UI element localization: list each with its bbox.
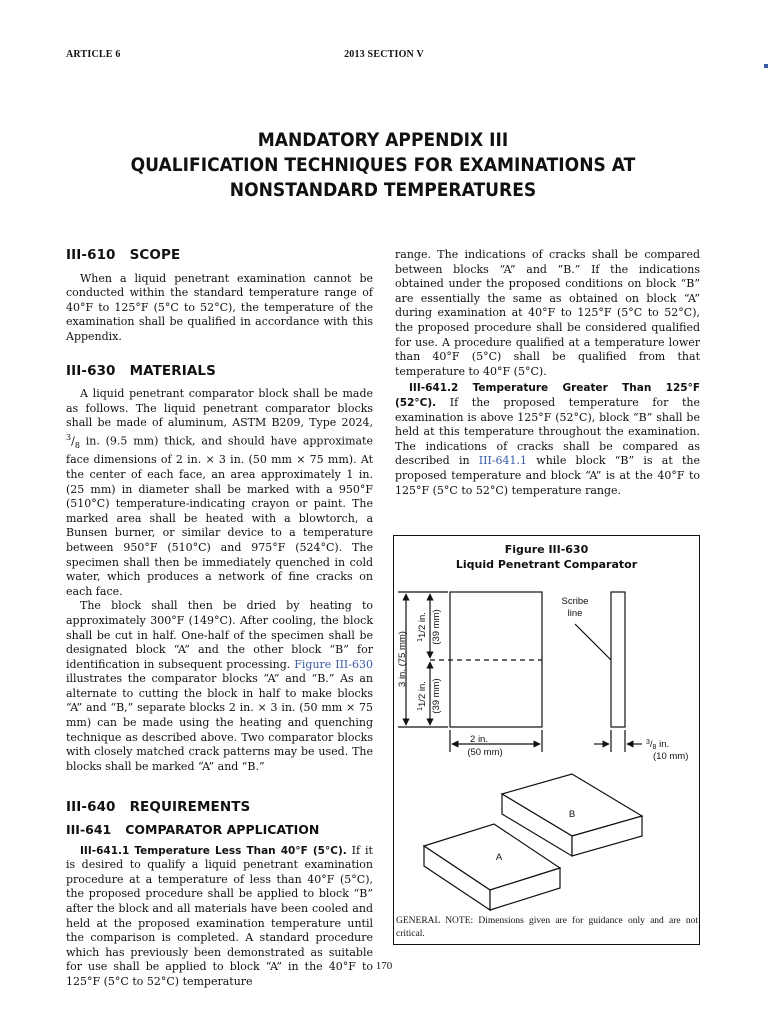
- figure-general-note: GENERAL NOTE: Dimensions given are for guidance only and are not critical.: [396, 916, 698, 939]
- section-reference-link[interactable]: III-641.1: [478, 454, 528, 468]
- right-column: [395, 248, 700, 498]
- paragraph-641-2: III-641.2 Temperature Greater Than 125°F (52°C). If the proposed temperature for the examination is above 125°F (52°C), block “B” shall be held at this temperature throughout the examination. The indications of cracks shall be compared as described in III-641.1 while block “B” is at the proposed temperature and block “A” is at the 40°F to 125°F (5°C to 52°C) temperature range.: [395, 382, 700, 497]
- fraction-numerator: 3: [66, 432, 72, 442]
- left-column: [66, 248, 373, 990]
- dim-label-3in: 3 in. (75 mm): [397, 631, 408, 687]
- scribe-label-2: line: [567, 608, 583, 619]
- heading-scope-title: SCOPE: [129, 247, 181, 263]
- heading-scope: [66, 248, 373, 263]
- heading-requirements-number: III-640: [66, 799, 116, 816]
- dim-label-2in-mm: (50 mm): [467, 747, 503, 758]
- figure-name: Liquid Penetrant Comparator: [455, 558, 638, 571]
- dim-label-half-bottom-mm: (39 mm): [431, 678, 442, 714]
- figure-reference-link[interactable]: Figure III-630: [294, 657, 373, 671]
- scribe-leader: [575, 624, 611, 660]
- title-line-1: MANDATORY APPENDIX III: [257, 129, 509, 151]
- heading-materials-number: III-630: [66, 362, 116, 379]
- heading-comparator-application: [66, 823, 373, 838]
- running-header-article: ARTICLE 6: [66, 49, 121, 60]
- dim-label-thickness-mm: (10 mm): [653, 751, 689, 762]
- runin-641-1: III-641.1 Temperature Less Than 40°F (5°C).: [80, 844, 347, 857]
- dim-label-half-top: $^1$1/2 in.: [417, 612, 428, 642]
- dim-label-half-bottom: $^1$1/2 in.: [417, 681, 428, 711]
- runin-641-2: III-641.2 Temperature Greater Than 125°F (52°C).: [395, 382, 700, 409]
- heading-materials-title: MATERIALS: [129, 362, 216, 379]
- figure-number: Figure III-630: [504, 543, 589, 556]
- block-b-label: B: [568, 809, 576, 820]
- heading-comparator-number: III-641: [66, 822, 112, 838]
- block-side-view: [611, 592, 625, 727]
- paragraph-641-1-continued: range. The indications of cracks shall be compared between blocks “A” and “B.” If the indications obtained under the proposed conditions on block “B” are essentially the same as obtained on block “A” during examination at 40°F to 125°F (5°C to 52°C), the proposed procedure shall be considered qualified for use. A procedure qualified at a temperature lower than 40°F (5°C) shall be qualified from that temperature to 40°F (5°C).: [395, 248, 700, 378]
- page-number: 170: [375, 960, 393, 972]
- block-a-label: A: [495, 852, 503, 863]
- dim-label-half-top-mm: (39 mm): [431, 609, 442, 645]
- appendix-title: [98, 128, 669, 203]
- running-header-section: 2013 SECTION V: [344, 49, 424, 60]
- dim-label-2in: 2 in.: [470, 734, 488, 745]
- comparator-drawing: [394, 536, 699, 944]
- materials-paragraph-2: The block shall then be dried by heating to approximately 300°F (149°C). After cooling, the block shall be cut in half. One-half of the specimen shall be designated block “A” and the other block “B” for identification in subsequent processing. Figure III-630 illustrates the comparator blocks “A” and “B.” As an alternate to cutting the block in half to make blocks “A” and “B,” separate blocks 2 in. × 3 in. (50 mm × 75 mm) can be made using the heating and quenching technique as described above. Two comparator blocks with closely matched crack patterns may be used. The blocks shall be marked “A” and “B.”: [66, 599, 373, 773]
- heading-comparator-title: COMPARATOR APPLICATION: [125, 822, 320, 838]
- scribe-label-1: Scribe: [561, 596, 589, 607]
- title-line-2: QUALIFICATION TECHNIQUES FOR EXAMINATIONS AT: [130, 154, 636, 176]
- heading-scope-number: III-610: [66, 247, 116, 263]
- title-line-3: NONSTANDARD TEMPERATURES: [229, 179, 537, 201]
- scope-paragraph: When a liquid penetrant examination cannot be conducted within the standard temperature range of 40°F to 125°F (5°C to 52°C), the temperature of the examination shall be qualified in accordance with this Appendix.: [66, 271, 373, 343]
- margin-change-bar: [764, 64, 768, 68]
- heading-requirements: [66, 800, 373, 815]
- paragraph-641-1: III-641.1 Temperature Less Than 40°F (5°C). If it is desired to qualify a liquid penetrant examination procedure at a temperature of less than 40°F (5°C), the proposed procedure shall be applied to block “B” after the block and all materials have been cooled and held at the proposed examination temperature until the comparison is completed. A standard procedure which has previously been demonstrated as suitable for use shall be applied to block “A” in the 40°F to 125°F (5°C to 52°C) temperature: [66, 843, 373, 988]
- materials-paragraph-1: A liquid penetrant comparator block shall be made as follows. The liquid penetrant comparator blocks shall be made of aluminum, ASTM B209, Type 2024, $^3/_8$ in. (9.5 mm) thick, and should have approximate face dimensions of 2 in. × 3 in. (50 mm × 75 mm). At the center of each face, an area approximately 1 in. (25 mm) in diameter shall be marked with a 950°F (510°C) temperature-indicating crayon or paint. The marked area shall be heated with a blowtorch, a Bunsen burner, or similar device to a temperature between 950°F (510°C) and 975°F (524°C). The specimen shall then be immediately quenched in cold water, which produces a network of fine cracks on each face.: [66, 387, 373, 598]
- heading-requirements-title: REQUIREMENTS: [129, 799, 251, 816]
- dim-label-thickness: $^3/_8$ in.: [646, 739, 670, 751]
- figure-III-630: [393, 535, 700, 945]
- fraction-denominator: 8: [74, 440, 80, 450]
- heading-materials: [66, 364, 373, 379]
